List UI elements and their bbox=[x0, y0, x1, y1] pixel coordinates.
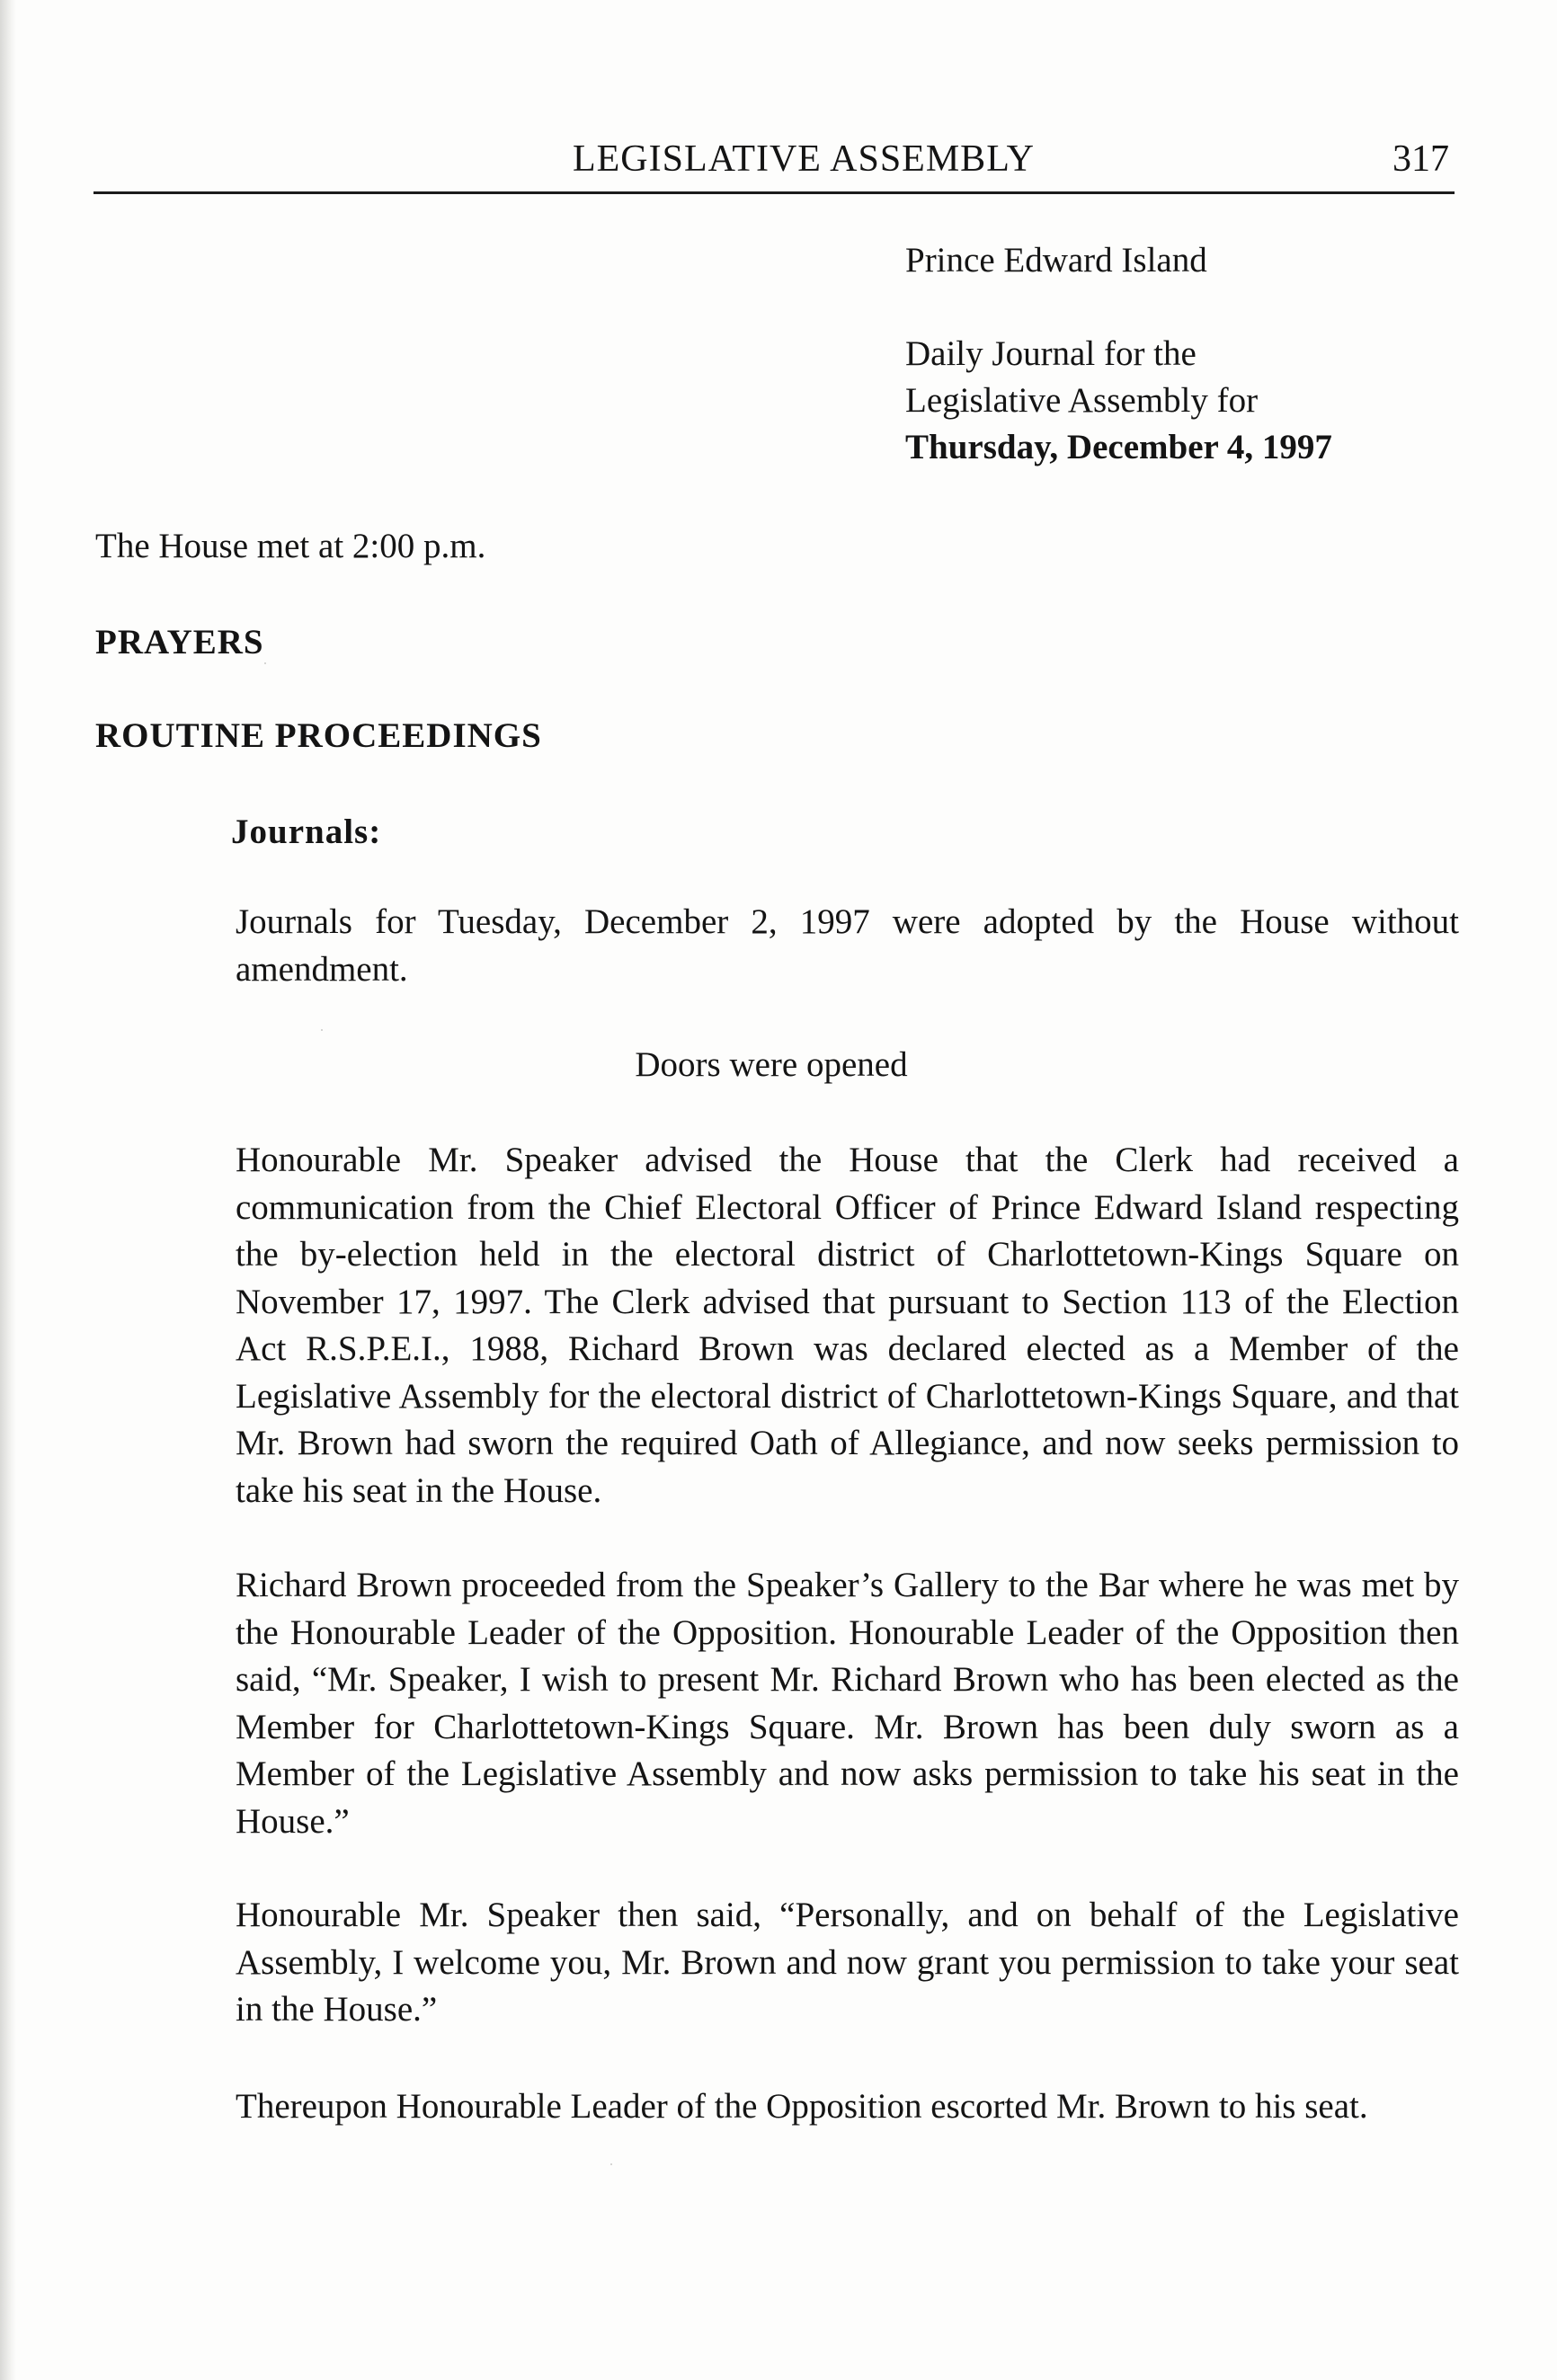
routine-proceedings-heading: ROUTINE PROCEEDINGS bbox=[95, 716, 542, 755]
page-header bbox=[93, 137, 1455, 192]
speaker-welcome-paragraph: Honourable Mr. Speaker then said, “Personally, and on behalf of the Legislative Assembly, I welcome you, Mr. Brown and now grant you permission to take your seat in the House.” bbox=[236, 1896, 1459, 2029]
brown-introduction-paragraph: Richard Brown proceeded from the Speaker’s Gallery to the Bar where he was met by the Honourable Leader of the Opposition. Honourable Leader of the Opposition then said, “Mr. Speaker, I wish to present Mr. Richard Brown who has been elected as the Member for Charlottetown-Kings Square. Mr. Brown has been duly sworn as a Member of the Legislative Assembly and now asks permission to take his seat in the House.” bbox=[236, 1566, 1459, 1841]
speaker-advice-paragraph: Honourable Mr. Speaker advised the House that the Clerk had received a communication from the Chief Electoral Officer of Prince Edward Island respecting the by-election held in the electoral district of Charlottetown-Kings Square on November 17, 1997. The Clerk advised that pursuant to Section 113 of the Election Act R.S.P.E.I., 1988, Richard Brown was declared elected as a Member of the Legislative Assembly for the electoral district of Charlottetown-Kings Square, and that Mr. Brown had sworn the required Oath of Allegiance, and now seeks permission to take his seat in the House. bbox=[236, 1141, 1459, 1510]
journal-description-line-1: Daily Journal for the bbox=[905, 334, 1197, 373]
scan-edge bbox=[0, 0, 16, 2380]
journals-adoption-paragraph: Journals for Tuesday, December 2, 1997 were adopted by the House without amendment. bbox=[236, 902, 1459, 989]
journal-description-line-2: Legislative Assembly for bbox=[905, 381, 1259, 420]
prayers-heading: PRAYERS bbox=[95, 623, 264, 662]
scan-speck bbox=[321, 1029, 323, 1031]
province-name: Prince Edward Island bbox=[905, 241, 1207, 280]
journal-info-block bbox=[905, 237, 1463, 471]
meeting-time: The House met at 2:00 p.m. bbox=[95, 527, 486, 565]
escort-paragraph: Thereupon Honourable Leader of the Opposition escorted Mr. Brown to his seat. bbox=[236, 2087, 1368, 2126]
journal-date: Thursday, December 4, 1997 bbox=[905, 428, 1332, 466]
scan-speck bbox=[610, 2163, 612, 2165]
header-rule bbox=[93, 191, 1455, 194]
doors-opened-line: Doors were opened bbox=[635, 1045, 908, 1084]
scan-speck bbox=[264, 662, 266, 664]
running-title: LEGISLATIVE ASSEMBLY bbox=[573, 138, 1035, 180]
page-number: 317 bbox=[1392, 138, 1449, 180]
journals-heading: Journals: bbox=[231, 813, 382, 851]
